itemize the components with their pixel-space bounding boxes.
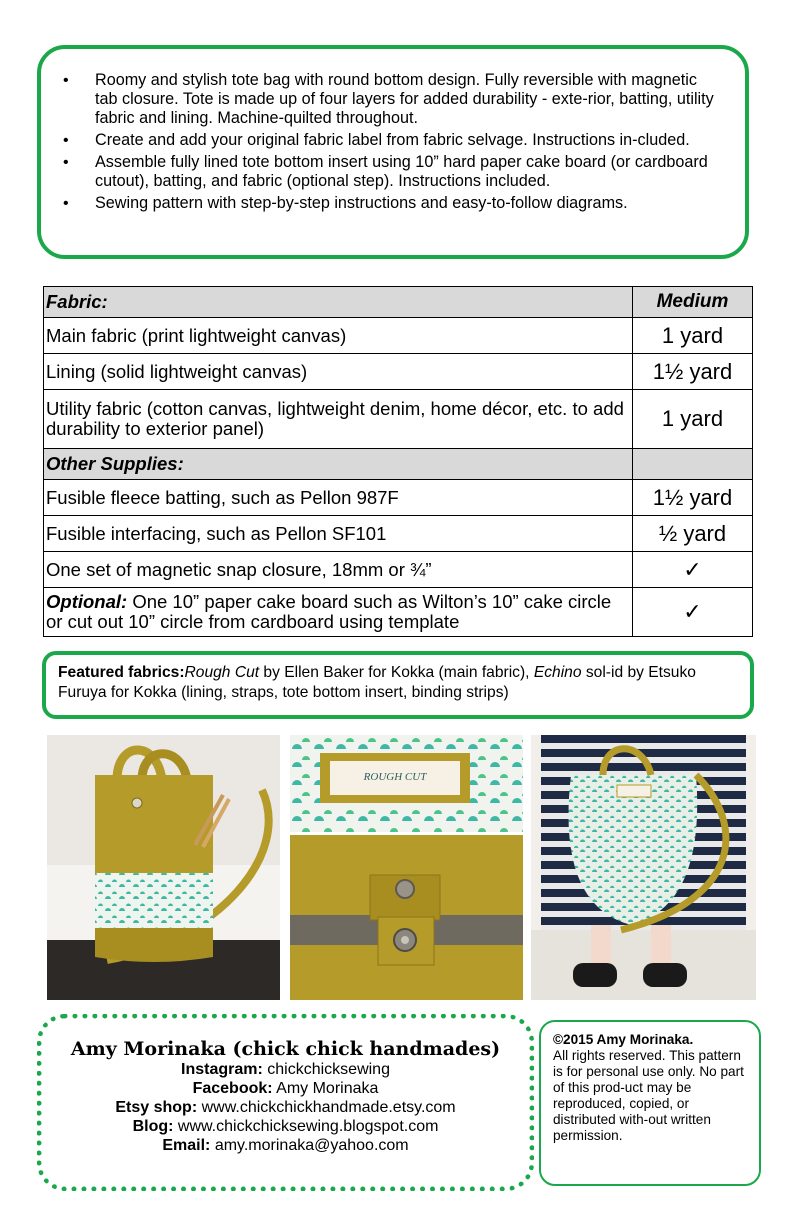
- copyright-text: All rights reserved. This pattern is for personal use only. No part of this prod-uct may be reproduced, copied, or distributed with-out written permission.: [553, 1048, 744, 1143]
- bullet-icon: •: [63, 195, 69, 212]
- instagram-label: Instagram:: [181, 1061, 263, 1078]
- fabric-label-text: ROUGH CUT: [363, 771, 427, 783]
- facebook-label: Facebook:: [192, 1080, 273, 1097]
- blog-label: Blog:: [132, 1118, 174, 1135]
- empty-header-cell: [633, 449, 753, 480]
- size-header: Medium: [633, 287, 753, 318]
- qty-cell: 1 yard: [633, 390, 753, 449]
- label-closure-photo: [290, 735, 523, 1000]
- table-row: [44, 354, 753, 390]
- feature-item: • Assemble fully lined tote bottom insert using 10” hard paper cake board (or cardboard cutout), batting, and fabric (optional step). Instructions included.: [63, 153, 708, 190]
- feature-item: • Create and add your original fabric label from fabric selvage. Instructions in-cluded.: [63, 131, 690, 149]
- check-icon: ✓: [633, 552, 753, 588]
- facebook-name: Amy Morinaka: [272, 1080, 379, 1097]
- feature-item: • Sewing pattern with step-by-step instructions and easy-to-follow diagrams.: [63, 194, 628, 212]
- item-cell: One set of magnetic snap closure, 18mm or ¾”: [44, 552, 633, 588]
- featured-text: sol-id by Etsuko Furuya for Kokka (lining, straps, tote bottom insert, binding strips): [58, 664, 696, 701]
- optional-label: Optional:: [46, 591, 128, 612]
- facebook-line: [42, 1079, 529, 1098]
- item-cell: Lining (solid lightweight canvas): [44, 354, 633, 390]
- fabric-header: Fabric:: [44, 287, 633, 318]
- featured-text: by Ellen Baker for Kokka (main fabric),: [259, 664, 534, 681]
- table-row: [44, 480, 753, 516]
- etsy-label: Etsy shop:: [115, 1099, 198, 1116]
- email-line: [42, 1136, 529, 1155]
- etsy-url: www.chickchickhandmade.etsy.com: [197, 1099, 456, 1116]
- feature-item: • Roomy and stylish tote bag with round bottom design. Fully reversible with magnetic tab closure. Tote is made up of four layers for added durability - exte-rior, batting, utility fabric and lining. Machine-quilted throughout.: [63, 71, 714, 127]
- qty-cell: ½ yard: [633, 516, 753, 552]
- blog-line: [42, 1117, 529, 1136]
- features-list: [63, 71, 715, 216]
- check-icon: ✓: [633, 588, 753, 637]
- etsy-line: [42, 1098, 529, 1117]
- qty-cell: 1½ yard: [633, 480, 753, 516]
- tote-bag-photo: [47, 735, 280, 1000]
- bullet-icon: •: [63, 154, 69, 171]
- item-cell: Fusible fleece batting, such as Pellon 987F: [44, 480, 633, 516]
- email-address: amy.morinaka@yahoo.com: [210, 1137, 409, 1154]
- supplies-table: [43, 286, 753, 637]
- item-cell: [44, 588, 633, 637]
- table-row: [44, 318, 753, 354]
- fabric-name: Echino: [533, 664, 582, 681]
- item-cell: Main fabric (print lightweight canvas): [44, 318, 633, 354]
- qty-cell: 1½ yard: [633, 354, 753, 390]
- other-supplies-header: Other Supplies:: [44, 449, 633, 480]
- fabric-name: Rough Cut: [184, 664, 260, 681]
- table-row: [44, 552, 753, 588]
- item-cell: Fusible interfacing, such as Pellon SF101: [44, 516, 633, 552]
- table-row: [44, 516, 753, 552]
- table-header-row: [44, 449, 753, 480]
- item-cell: Utility fabric (cotton canvas, lightweight denim, home décor, etc. to add durability to exterior panel): [44, 390, 633, 449]
- features-box: [37, 45, 749, 259]
- qty-cell: 1 yard: [633, 318, 753, 354]
- table-row: [44, 588, 753, 637]
- table-header-row: [44, 287, 753, 318]
- instagram-line: [42, 1060, 529, 1079]
- bullet-icon: •: [63, 132, 69, 149]
- copyright-box: [539, 1020, 761, 1186]
- featured-fabrics-box: [42, 651, 754, 719]
- contact-box: [37, 1014, 534, 1191]
- copyright-title: ©2015 Amy Morinaka.: [553, 1032, 694, 1047]
- featured-label: Featured fabrics:: [58, 664, 185, 681]
- table-row: [44, 390, 753, 449]
- instagram-handle: chickchicksewing: [262, 1061, 390, 1078]
- bullet-icon: •: [63, 72, 69, 89]
- optional-text: One 10” paper cake board such as Wilton’s 10” cake circle or cut out 10” circle from cardboard using template: [46, 591, 612, 632]
- tote-worn-photo: [531, 735, 756, 1000]
- email-label: Email:: [162, 1137, 211, 1154]
- blog-url: www.chickchicksewing.blogspot.com: [173, 1118, 439, 1135]
- author-name: Amy Morinaka (chick chick handmades): [70, 1038, 501, 1060]
